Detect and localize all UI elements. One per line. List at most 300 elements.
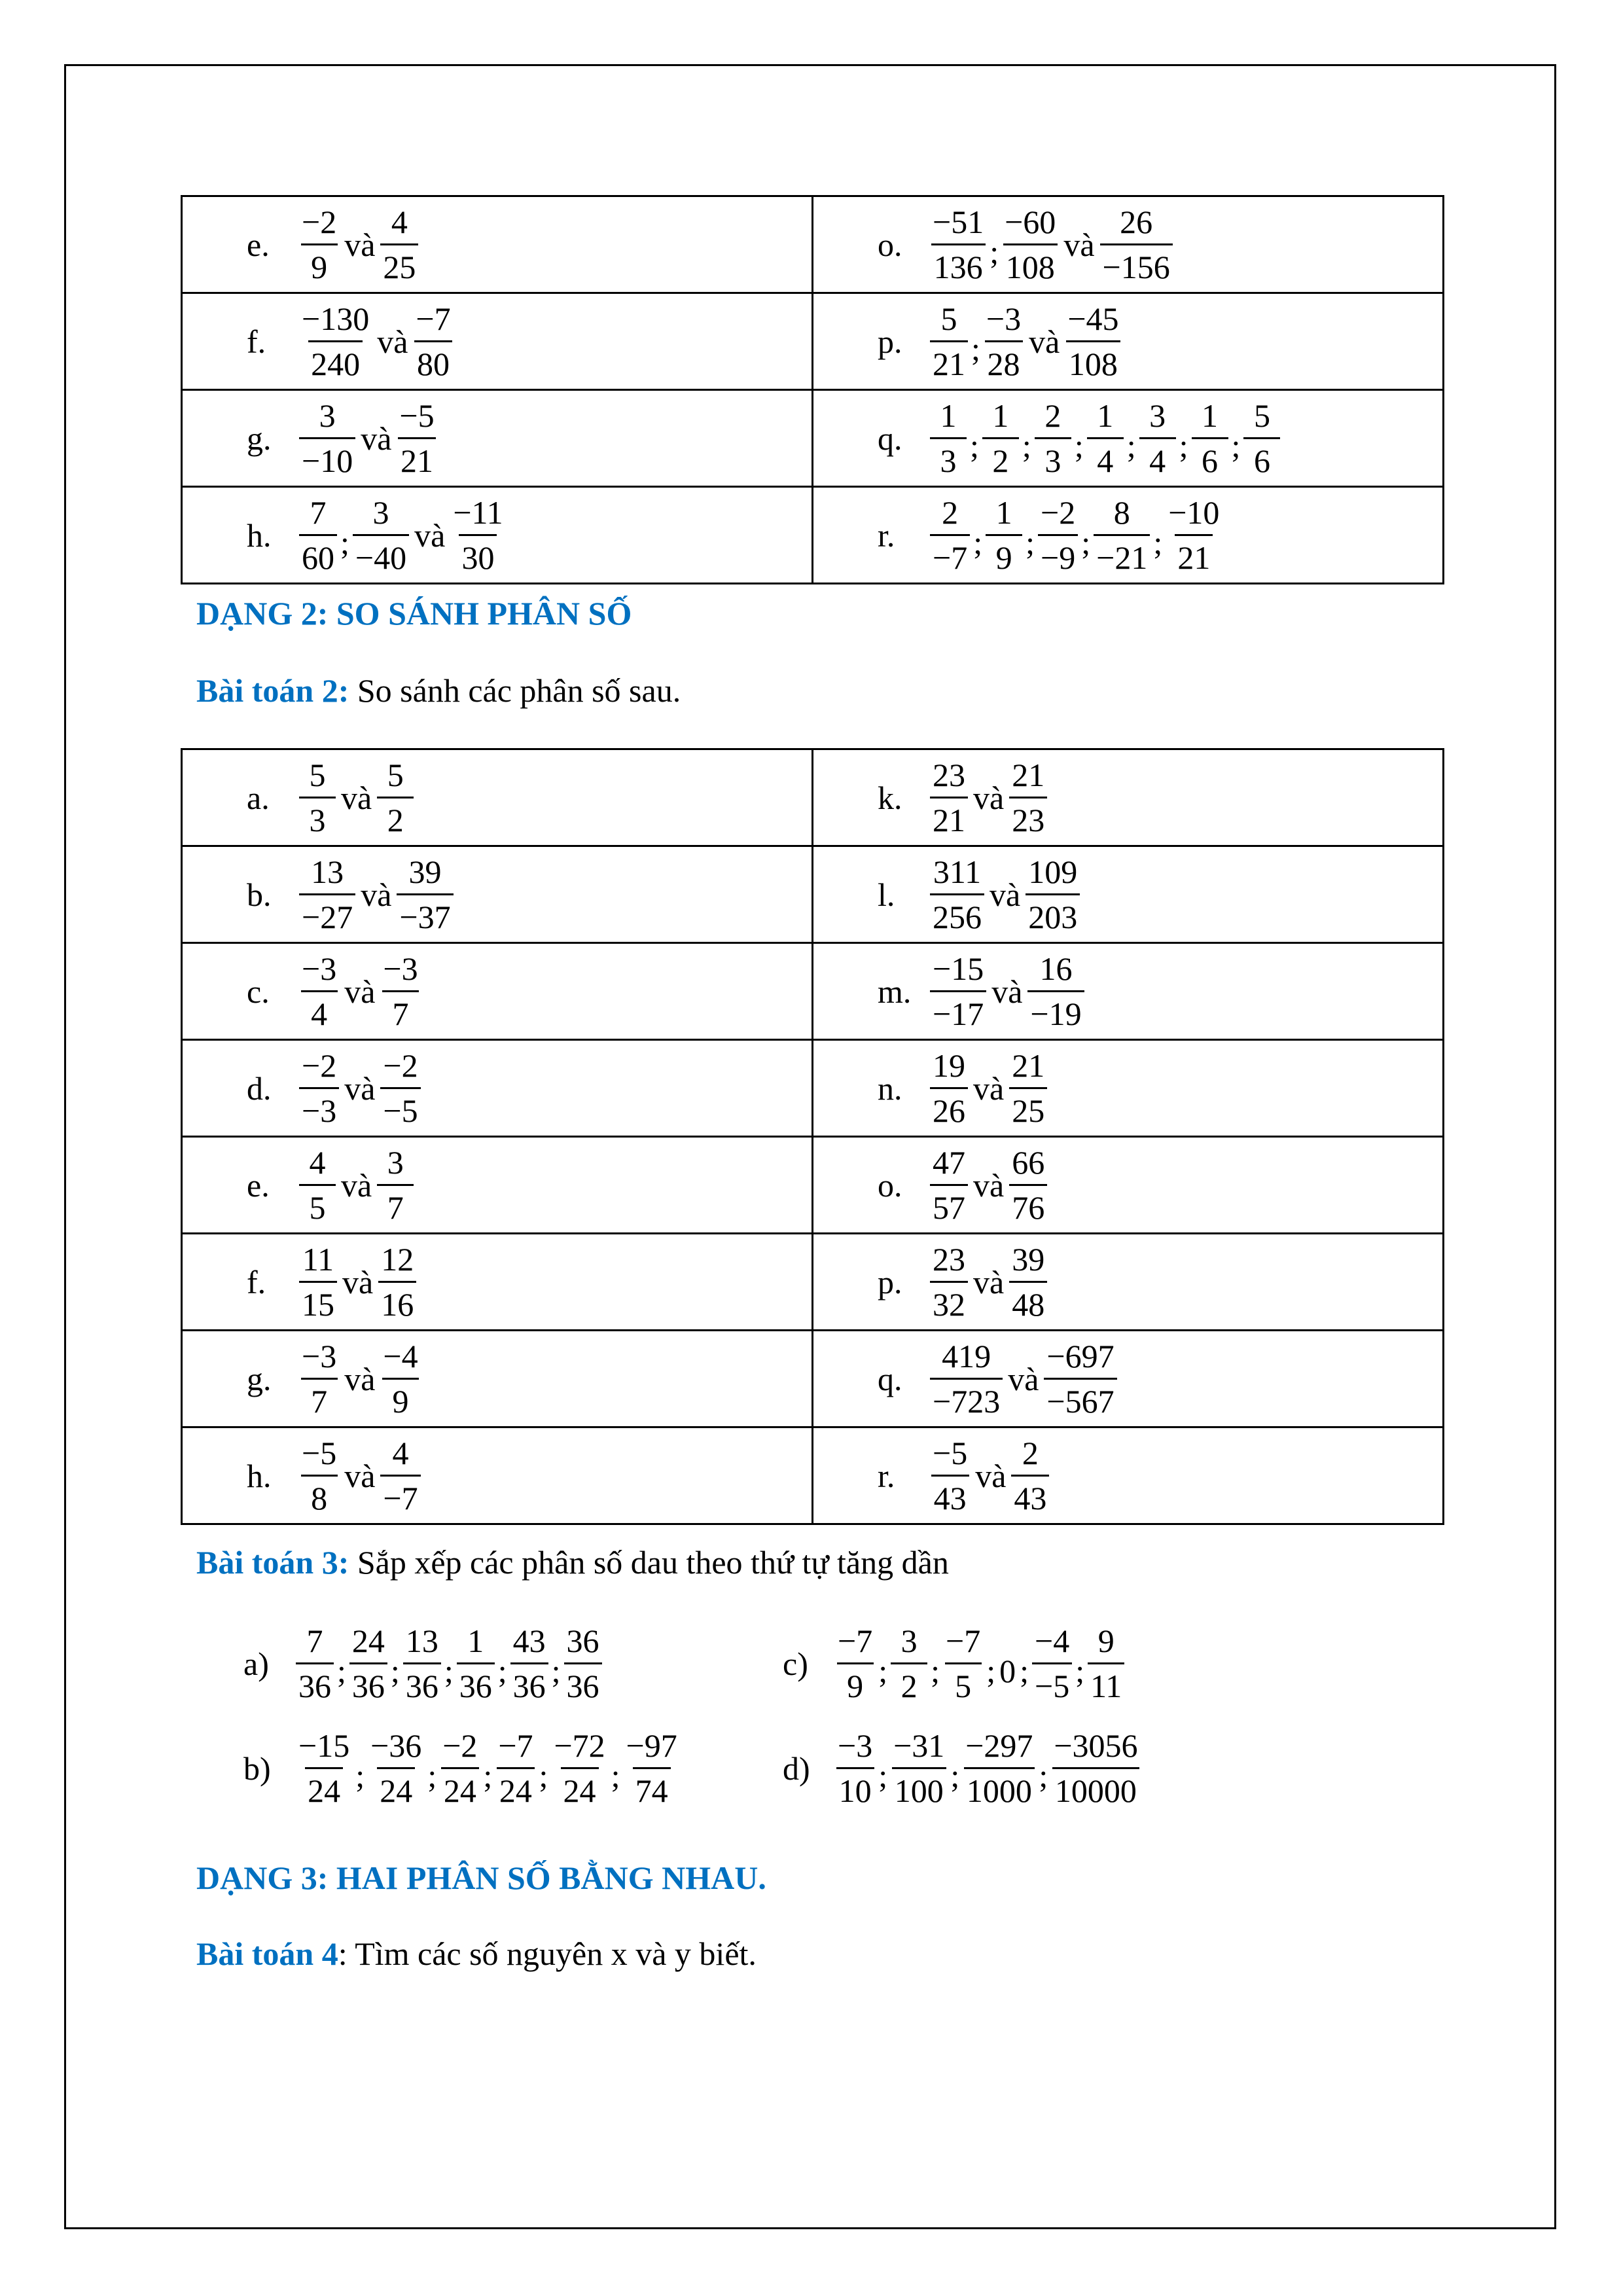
item-label: c. (247, 973, 270, 1010)
fraction (930, 302, 968, 380)
table-cell (182, 196, 813, 293)
denominator: 16 (378, 1281, 416, 1321)
fraction (1166, 496, 1222, 574)
numerator: −3 (838, 1727, 873, 1764)
exercise-item (878, 1146, 1442, 1224)
separator: ; (1153, 524, 1163, 561)
numerator: 5 (1253, 397, 1270, 434)
denominator: 28 (985, 340, 1023, 380)
table-row (182, 1427, 1444, 1524)
exercise-item (247, 855, 812, 933)
denominator: 36 (510, 1662, 548, 1702)
numerator: 12 (381, 1241, 414, 1278)
fraction (1192, 399, 1228, 477)
item-label: b) (243, 1749, 271, 1787)
numerator: −130 (302, 300, 370, 337)
table-cell (813, 1040, 1444, 1137)
integer: 0 (999, 1652, 1016, 1689)
denominator: 26 (930, 1087, 968, 1127)
denominator: −37 (397, 893, 453, 933)
numerator: 19 (933, 1047, 965, 1084)
fraction (1139, 399, 1176, 477)
conjunction: và (377, 323, 408, 360)
separator: ; (878, 1757, 888, 1794)
separator: ; (337, 1652, 346, 1689)
fraction (378, 1243, 416, 1321)
numerator: 2 (1044, 397, 1061, 434)
exercise-item (247, 759, 812, 836)
denominator: 10 (836, 1767, 874, 1807)
table-row (182, 1234, 1444, 1331)
problem-2-text: So sánh các phân số sau. (349, 672, 681, 709)
table-cell (182, 1040, 813, 1137)
numerator: 1 (1202, 397, 1219, 434)
numerator: −2 (383, 1047, 418, 1084)
denominator: −10 (299, 437, 355, 477)
conjunction: và (990, 876, 1021, 913)
table-row (182, 846, 1444, 943)
denominator: 9 (301, 243, 338, 283)
fraction (380, 1437, 420, 1515)
denominator: −40 (353, 534, 409, 574)
denominator: 21 (930, 340, 968, 380)
fraction (413, 302, 453, 380)
exercise-item (247, 952, 812, 1030)
numerator: 11 (302, 1241, 334, 1278)
denominator: 2 (982, 437, 1019, 477)
denominator: 36 (349, 1662, 387, 1702)
table-cell (182, 390, 813, 487)
table-cell (182, 487, 813, 584)
fraction (564, 1624, 602, 1702)
table-cell (182, 846, 813, 943)
denominator: 3 (1035, 437, 1071, 477)
fraction (930, 496, 970, 574)
numerator: 8 (1113, 494, 1130, 531)
exercise-item (247, 302, 812, 380)
numerator: −2 (302, 1047, 337, 1084)
numerator: −4 (383, 1338, 418, 1374)
fraction (377, 1146, 414, 1224)
numerator: −36 (370, 1727, 422, 1764)
denominator: 10000 (1052, 1767, 1139, 1807)
numerator: −7 (838, 1623, 873, 1659)
separator: ; (1074, 427, 1084, 464)
fraction (930, 1243, 968, 1321)
separator: ; (970, 427, 979, 464)
denominator: 7 (382, 990, 419, 1030)
denominator: 203 (1026, 893, 1080, 933)
conjunction: và (344, 226, 376, 263)
item-label: p. (878, 1263, 902, 1300)
conjunction: và (1063, 226, 1095, 263)
table-cell (813, 846, 1444, 943)
item-label: r. (878, 1457, 895, 1494)
denominator: 57 (930, 1184, 968, 1224)
denominator: 6 (1192, 437, 1228, 477)
denominator: 21 (930, 797, 968, 836)
table-cell (813, 293, 1444, 390)
separator: ; (1020, 1652, 1029, 1689)
numerator: −3 (383, 950, 418, 987)
denominator: −9 (1038, 534, 1078, 574)
numerator: −97 (626, 1727, 677, 1764)
denominator: 24 (561, 1767, 599, 1807)
fraction (930, 952, 986, 1030)
exercise-item (243, 1729, 681, 1807)
fraction (397, 399, 437, 477)
order-item-c (783, 1624, 1126, 1702)
denominator: −5 (380, 1087, 420, 1127)
table-row (182, 943, 1444, 1040)
table-cell (182, 293, 813, 390)
exercise-item (878, 206, 1442, 283)
conjunction: và (344, 1360, 376, 1397)
item-label: k. (878, 779, 902, 816)
item-label: a) (243, 1645, 269, 1682)
fraction (353, 496, 409, 574)
order-item-a (243, 1624, 603, 1702)
fraction (1035, 399, 1071, 477)
denominator: 21 (1175, 534, 1213, 574)
numerator: 24 (351, 1623, 385, 1659)
fraction (299, 952, 339, 1030)
numerator: −7 (946, 1623, 981, 1659)
fraction (984, 302, 1024, 380)
conjunction: và (1008, 1360, 1039, 1397)
conjunction: và (341, 779, 372, 816)
exercise-item (247, 206, 812, 283)
denominator: 24 (377, 1767, 415, 1807)
numerator: 109 (1028, 853, 1078, 890)
fraction (299, 496, 337, 574)
fraction (450, 496, 505, 574)
denominator: 4 (1139, 437, 1176, 477)
problem-2-label: Bài toán 2: (196, 672, 349, 709)
fraction (299, 759, 336, 836)
numerator: 21 (1012, 757, 1045, 793)
item-label: o. (878, 226, 902, 263)
denominator: 21 (398, 437, 436, 477)
conjunction: và (973, 1166, 1005, 1204)
fraction (380, 1340, 420, 1418)
denominator: 24 (305, 1767, 343, 1807)
item-label: l. (878, 876, 895, 913)
problem-3-text: Sắp xếp các phân số dau theo thứ tự tăng dần (349, 1544, 949, 1581)
fraction (1009, 1146, 1047, 1224)
section-heading-dang-3: DẠNG 3: HAI PHÂN SỐ BẰNG NHAU. (196, 1859, 766, 1896)
fraction (380, 206, 418, 283)
numerator: −2 (442, 1727, 478, 1764)
fraction (368, 1729, 424, 1807)
separator: ; (986, 1652, 996, 1689)
fraction (930, 855, 984, 933)
numerator: 1 (995, 494, 1012, 531)
numerator: 5 (387, 757, 404, 793)
fraction (397, 855, 453, 933)
numerator: −10 (1168, 494, 1220, 531)
exercise-item (247, 496, 812, 574)
conjunction: và (344, 1069, 376, 1107)
fraction (1002, 206, 1058, 283)
denominator: −567 (1044, 1378, 1116, 1418)
fraction (1038, 496, 1078, 574)
table-cell (813, 1234, 1444, 1331)
numerator: −4 (1035, 1623, 1070, 1659)
fraction (1011, 1437, 1049, 1515)
item-label: q. (878, 420, 902, 457)
fraction (982, 399, 1019, 477)
fraction (299, 302, 372, 380)
numerator: 9 (1097, 1623, 1115, 1659)
fraction (296, 1729, 352, 1807)
numerator: −7 (416, 300, 451, 337)
separator: ; (444, 1652, 454, 1689)
numerator: −5 (933, 1435, 968, 1471)
separator: ; (931, 1652, 940, 1689)
denominator: 43 (1011, 1475, 1049, 1515)
item-label: e. (247, 1166, 270, 1204)
conjunction: và (342, 1263, 374, 1300)
table-row (182, 749, 1444, 846)
numerator: 3 (387, 1144, 404, 1181)
separator: ; (1075, 1652, 1085, 1689)
fraction (930, 1146, 968, 1224)
problem-3 (196, 1543, 949, 1581)
denominator: 24 (497, 1767, 535, 1807)
fraction (380, 1049, 420, 1127)
item-label: h. (247, 1457, 272, 1494)
conjunction: và (344, 1457, 376, 1494)
fraction (495, 1729, 535, 1807)
denominator: 3 (299, 797, 336, 836)
conjunction: và (344, 973, 376, 1010)
separator: ; (1081, 524, 1091, 561)
fraction (930, 1437, 970, 1515)
fraction (1087, 399, 1124, 477)
table-row (182, 487, 1444, 584)
fraction (930, 1340, 1003, 1418)
denominator: 36 (403, 1662, 441, 1702)
numerator: 5 (940, 300, 957, 337)
fraction (1100, 206, 1173, 283)
denominator: 108 (1003, 243, 1058, 283)
separator: ; (340, 524, 349, 561)
numerator: 1 (940, 397, 957, 434)
exercise-item (878, 952, 1442, 1030)
numerator: −3056 (1054, 1727, 1138, 1764)
fraction (1032, 1624, 1072, 1702)
numerator: 36 (566, 1623, 599, 1659)
fraction (930, 206, 986, 283)
numerator: −5 (302, 1435, 337, 1471)
numerator: 4 (391, 204, 408, 240)
denominator: 32 (930, 1281, 968, 1321)
fraction (1088, 1624, 1124, 1702)
exercise-item (243, 1624, 603, 1702)
order-item-b (243, 1729, 681, 1807)
denominator: 25 (380, 243, 418, 283)
separator: ; (990, 233, 999, 270)
fraction (299, 399, 355, 477)
problem-3-label: Bài toán 3: (196, 1544, 349, 1581)
fraction (835, 1729, 875, 1807)
denominator: 74 (633, 1767, 671, 1807)
numerator: −3 (302, 950, 337, 987)
denominator: −17 (930, 990, 986, 1030)
table-cell (182, 1137, 813, 1234)
conjunction: và (975, 1457, 1007, 1494)
fraction (457, 1624, 495, 1702)
numerator: −297 (965, 1727, 1033, 1764)
item-label: h. (247, 516, 272, 554)
item-label: e. (247, 226, 270, 263)
fraction (299, 1049, 339, 1127)
fraction (510, 1624, 548, 1702)
numerator: 419 (942, 1338, 991, 1374)
numerator: 23 (933, 757, 965, 793)
comparison-table (181, 748, 1444, 1525)
denominator: 2 (891, 1662, 927, 1702)
table-row (182, 196, 1444, 293)
fraction (1243, 399, 1280, 477)
numerator: −31 (893, 1727, 945, 1764)
table-cell (813, 1137, 1444, 1234)
exercise-item (247, 1437, 812, 1515)
denominator: 80 (414, 340, 452, 380)
table-cell (813, 487, 1444, 584)
table-row (182, 1040, 1444, 1137)
problem-2 (196, 672, 681, 709)
conjunction: và (991, 973, 1023, 1010)
table-row (182, 1137, 1444, 1234)
fraction (380, 952, 420, 1030)
conjunction: và (973, 779, 1005, 816)
fraction (1027, 952, 1084, 1030)
numerator: 7 (306, 1623, 323, 1659)
item-label: f. (247, 323, 266, 360)
numerator: −15 (933, 950, 984, 987)
item-label: c) (783, 1645, 808, 1682)
conjunction: và (341, 1166, 372, 1204)
denominator: 11 (1088, 1662, 1124, 1702)
fraction (1065, 302, 1121, 380)
fraction (930, 1049, 968, 1127)
conjunction: và (414, 516, 446, 554)
table-cell (813, 390, 1444, 487)
exercise-item (878, 399, 1442, 477)
denominator: 24 (441, 1767, 479, 1807)
denominator: 36 (564, 1662, 602, 1702)
exercise-table-1 (181, 195, 1444, 584)
item-label: g. (247, 420, 272, 457)
exercise-item (878, 1437, 1442, 1515)
separator: ; (483, 1757, 493, 1794)
denominator: 43 (931, 1475, 969, 1515)
denominator: −27 (299, 893, 355, 933)
numerator: 13 (311, 853, 344, 890)
numerator: 16 (1039, 950, 1073, 987)
fraction (299, 1146, 336, 1224)
table-row (182, 1331, 1444, 1427)
denominator: 136 (931, 243, 986, 283)
numerator: −5 (399, 397, 435, 434)
denominator: −156 (1100, 243, 1173, 283)
problem-4 (196, 1935, 757, 1973)
numerator: −60 (1005, 204, 1056, 240)
denominator: −21 (1094, 534, 1150, 574)
numerator: 3 (901, 1623, 918, 1659)
denominator: 9 (837, 1662, 874, 1702)
fraction (1009, 1049, 1047, 1127)
numerator: −15 (298, 1727, 350, 1764)
item-label: n. (878, 1069, 902, 1107)
separator: ; (427, 1757, 437, 1794)
denominator: −7 (930, 534, 970, 574)
exercise-item (878, 302, 1442, 380)
numerator: 1 (467, 1623, 484, 1659)
numerator: 47 (933, 1144, 965, 1181)
table-cell (813, 943, 1444, 1040)
fraction (299, 206, 339, 283)
denominator: −19 (1027, 990, 1084, 1030)
separator: ; (1126, 427, 1136, 464)
separator: ; (539, 1757, 548, 1794)
fraction (930, 759, 968, 836)
table-cell (813, 749, 1444, 846)
separator: ; (1022, 427, 1031, 464)
fraction (1044, 1340, 1116, 1418)
table-cell (813, 1331, 1444, 1427)
numerator: −45 (1067, 300, 1119, 337)
numerator: 3 (372, 494, 389, 531)
fraction (299, 855, 355, 933)
fraction (299, 1340, 339, 1418)
item-label: m. (878, 973, 912, 1010)
table-cell (813, 196, 1444, 293)
table-cell (182, 1427, 813, 1524)
denominator: 48 (1009, 1281, 1047, 1321)
separator: ; (1231, 427, 1241, 464)
conjunction: và (973, 1263, 1005, 1300)
numerator: 3 (1149, 397, 1166, 434)
table-cell (182, 1234, 813, 1331)
fraction (963, 1729, 1035, 1807)
item-label: d. (247, 1069, 272, 1107)
denominator: −7 (380, 1475, 420, 1515)
denominator: 9 (986, 534, 1022, 574)
problem-4-text: : Tìm các số nguyên x và y biết. (338, 1935, 757, 1972)
separator: ; (390, 1652, 400, 1689)
table-cell (182, 749, 813, 846)
numerator: 26 (1120, 204, 1153, 240)
item-label: b. (247, 876, 272, 913)
fraction (930, 399, 967, 477)
denominator: 36 (296, 1662, 334, 1702)
numerator: −3 (302, 1338, 337, 1374)
numerator: −72 (554, 1727, 605, 1764)
exercise-item (878, 1049, 1442, 1127)
numerator: 1 (1097, 397, 1114, 434)
numerator: −2 (302, 204, 337, 240)
numerator: −697 (1046, 1338, 1115, 1374)
table-row (182, 293, 1444, 390)
separator: ; (497, 1652, 507, 1689)
exercise-item (878, 1243, 1442, 1321)
denominator: 6 (1243, 437, 1280, 477)
numerator: 43 (512, 1623, 546, 1659)
exercise-item (783, 1729, 1142, 1807)
